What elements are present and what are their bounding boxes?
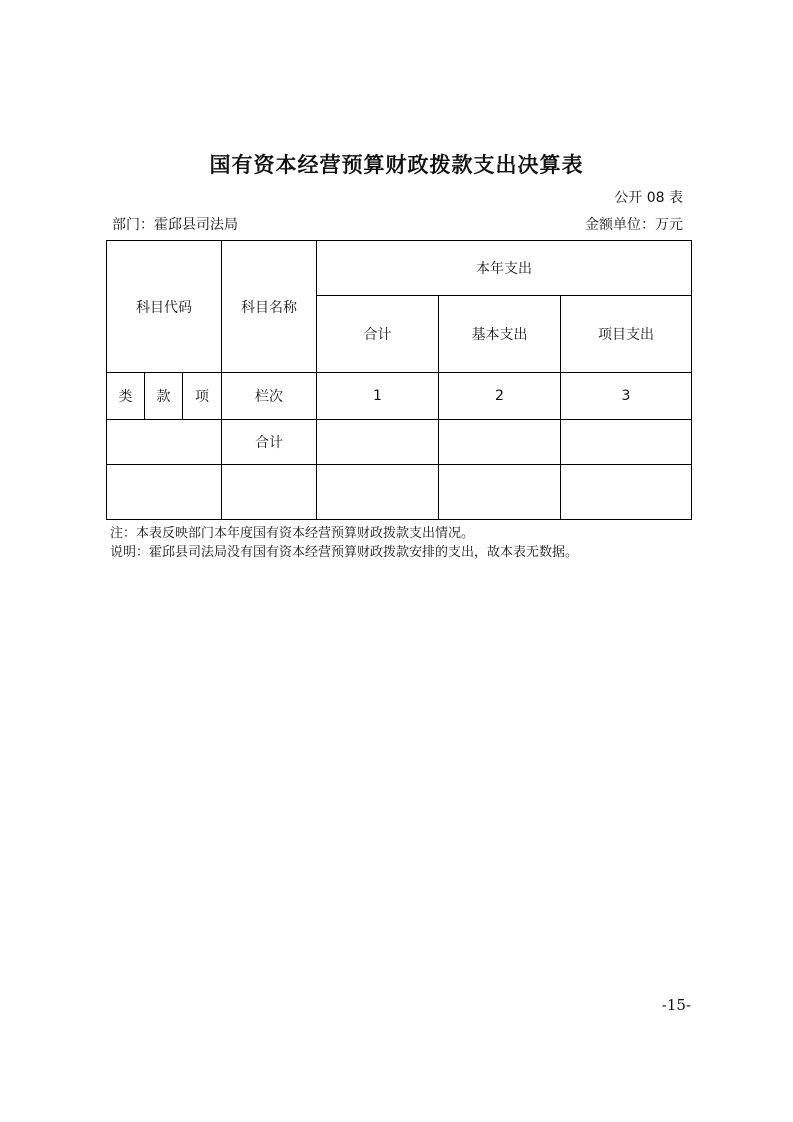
row-column-label: 栏次 bbox=[222, 373, 317, 420]
explanation-line: 说明：霍邱县司法局没有国有资本经营预算财政拨款安排的支出，故本表无数据。 bbox=[110, 545, 579, 560]
expenditure-table bbox=[106, 240, 692, 520]
header-subject-code: 科目代码 bbox=[107, 241, 222, 373]
note-line: 注：本表反映部门本年度国有资本经营预算财政拨款支出情况。 bbox=[110, 526, 475, 541]
header-subject-name: 科目名称 bbox=[222, 241, 317, 373]
subheader-xiang: 项 bbox=[183, 373, 222, 420]
header-total: 合计 bbox=[317, 296, 439, 373]
empty-row-total-cell bbox=[317, 465, 439, 520]
form-code: 公开 08 表 bbox=[614, 190, 683, 206]
empty-row-basic-cell bbox=[439, 465, 561, 520]
column-number-2: 2 bbox=[439, 373, 561, 420]
subheader-lei: 类 bbox=[107, 373, 145, 420]
department-label: 部门：霍邱县司法局 bbox=[112, 217, 238, 233]
notes-block bbox=[110, 524, 578, 562]
column-number-1: 1 bbox=[317, 373, 439, 420]
total-row-project-cell bbox=[561, 420, 692, 465]
empty-row-code-cell bbox=[107, 465, 222, 520]
column-number-3: 3 bbox=[561, 373, 692, 420]
header-current-year-expenditure: 本年支出 bbox=[317, 241, 692, 296]
document-title: 国有资本经营预算财政拨款支出决算表 bbox=[209, 153, 584, 177]
total-row-code-cell bbox=[107, 420, 222, 465]
header-project-expenditure: 项目支出 bbox=[561, 296, 692, 373]
empty-row-project-cell bbox=[561, 465, 692, 520]
empty-row-name-cell bbox=[222, 465, 317, 520]
subheader-kuan: 款 bbox=[145, 373, 183, 420]
page-number: -15- bbox=[661, 996, 691, 1014]
total-row-label: 合计 bbox=[222, 420, 317, 465]
total-row-total-cell bbox=[317, 420, 439, 465]
total-row-basic-cell bbox=[439, 420, 561, 465]
header-basic-expenditure: 基本支出 bbox=[439, 296, 561, 373]
amount-unit-label: 金额单位：万元 bbox=[585, 217, 683, 233]
